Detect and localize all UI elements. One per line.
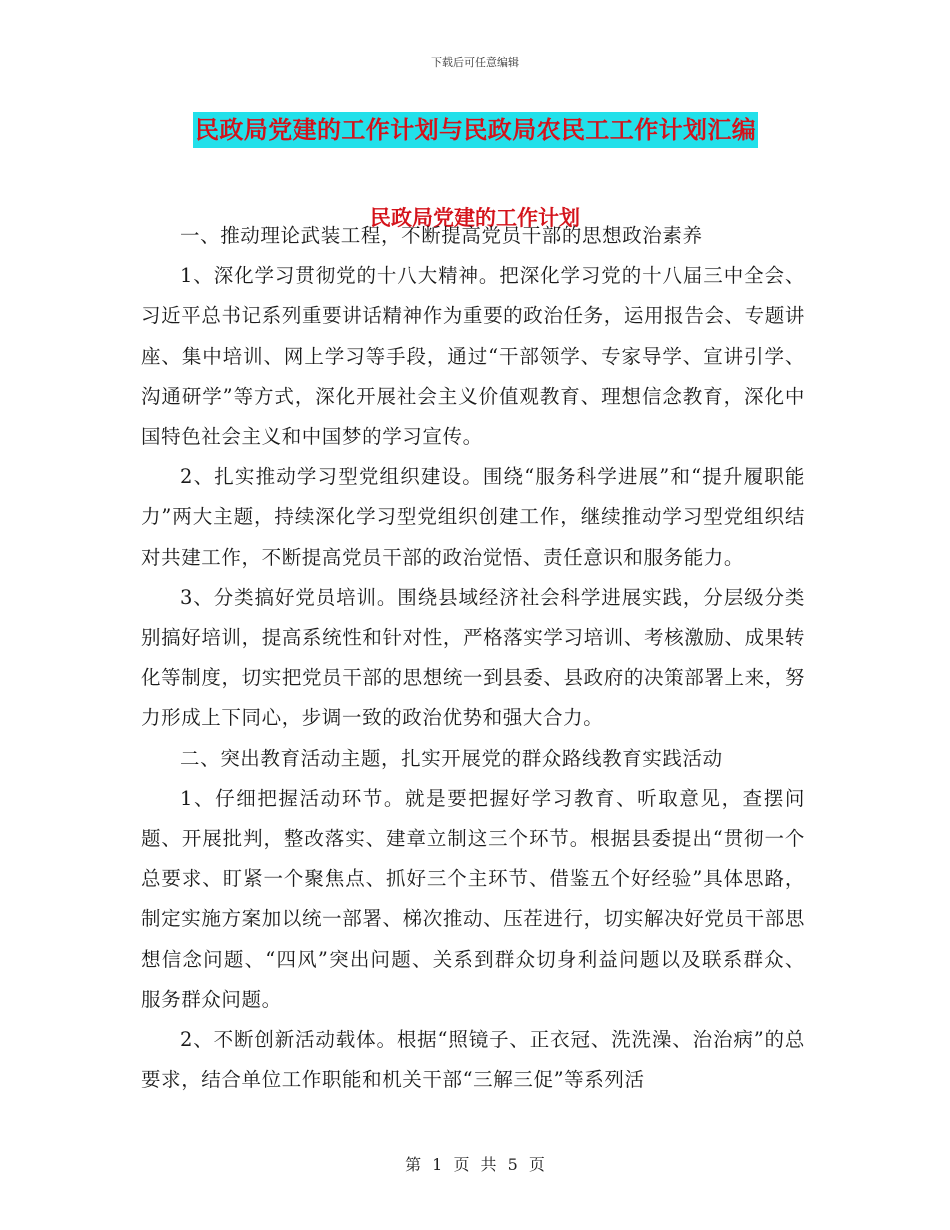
body-paragraph: 2、扎实推动学习型党组织建设。围绕“服务科学进展”和“提升履职能力”两大主题，持续深化学习型党组织创建工作，继续推动学习型党组织结对共建工作，不断提高党员干部的政治觉悟、责任意识和服务能力。 <box>141 465 805 569</box>
header-note: 下载后可任意编辑 <box>431 56 519 69</box>
body-paragraph: 1、深化学习贯彻党的十八大精神。把深化学习党的十八届三中全会、习近平总书记系列重要讲话精神作为重要的政治任务，运用报告会、专题讲座、集中培训、网上学习等手段，通过“干部领学、专家导学、宣讲引学、沟通研学”等方式，深化开展社会主义价值观教育、理想信念教育，深化中国特色社会主义和中国梦的学习宣传。 <box>141 264 805 449</box>
page-number: 第 1 页 共 5 页 <box>405 1155 545 1174</box>
heading-paragraph: 一、推动理论武装工程，不断提高党员干部的思想政治素养 <box>180 224 703 247</box>
document-body <box>141 216 805 1100</box>
heading-paragraph: 二、突出教育活动主题，扎实开展党的群众路线教育实践活动 <box>180 746 723 770</box>
body-paragraph: 3、分类搞好党员培训。围绕县域经济社会科学进展实践，分层级分类别搞好培训，提高系统性和针对性，严格落实学习培训、考核激励、成果转化等制度，切实把党员干部的思想统一到县委、县政府的决策部署上来，努力形成上下同心，步调一致的政治优势和强大合力。 <box>141 585 805 730</box>
body-paragraph: 1、仔细把握活动环节。就是要把握好学习教育、听取意见，查摆问题、开展批判，整改落实、建章立制这三个环节。根据县委提出“贯彻一个总要求、盯紧一个聚焦点、抓好三个主环节、借鉴五个好经验”具体思路，制定实施方案加以统一部署、梯次推动、压茬进行，切实解决好党员干部思想信念问题、“四风”突出问题、关系到群众切身利益问题以及联系群众、服务群众问题。 <box>141 786 805 1011</box>
document-main-title: 民政局党建的工作计划与民政局农民工工作计划汇编 <box>193 112 758 148</box>
body-paragraph: 2、不断创新活动载体。根据“照镜子、正衣冠、洗洗澡、治治病”的总要求，结合单位工作职能和机关干部“三解三促”等系列活 <box>141 1028 805 1092</box>
section-title: 民政局党建的工作计划 <box>370 206 580 230</box>
